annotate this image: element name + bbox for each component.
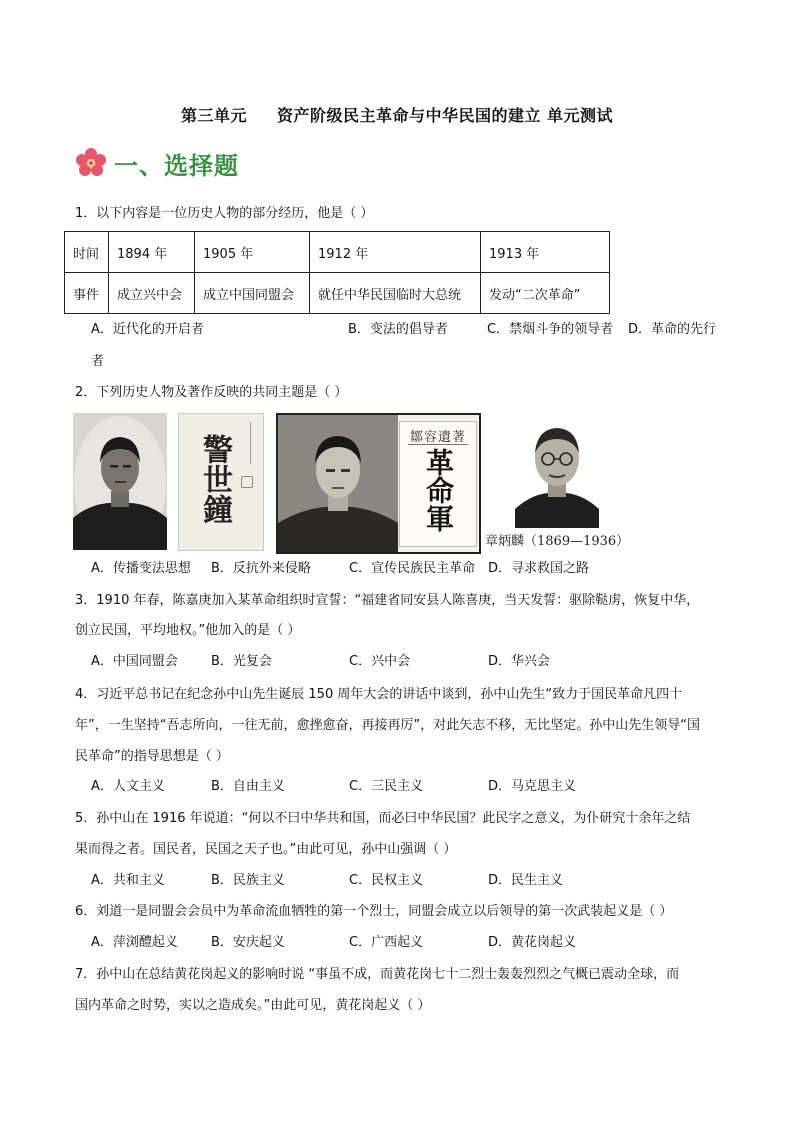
q1-history-table bbox=[64, 231, 610, 314]
page-title bbox=[0, 103, 794, 126]
book-cover-2-header: 鄒容遺著 bbox=[409, 430, 466, 445]
q3-option-a[interactable]: A．中国同盟会 bbox=[91, 654, 178, 669]
q5-line-1: 5．孙中山在 1916 年说道：“何以不曰中华共和国，而必曰中华民国？此民字之意义，为仆研究十余年之结 bbox=[75, 811, 691, 826]
q5-option-b[interactable]: B．民族主义 bbox=[211, 873, 285, 888]
q2-option-b[interactable]: B．反抗外来侵略 bbox=[211, 561, 311, 576]
framed-portrait-with-book bbox=[276, 413, 481, 554]
q6-option-a[interactable]: A．萍浏醴起义 bbox=[91, 935, 178, 950]
seal-mark-icon bbox=[241, 476, 253, 488]
q2-stem: 2．下列历史人物及著作反映的共同主题是（ ） bbox=[75, 385, 348, 400]
section-label: 一、选择题 bbox=[114, 151, 239, 180]
q6-option-b[interactable]: B．安庆起义 bbox=[211, 935, 285, 950]
q3-option-c[interactable]: C．兴中会 bbox=[349, 654, 411, 669]
q7-line-2: 国内革命之时势，实以之造成矣。”由此可见，黄花岗起义（ ） bbox=[75, 998, 431, 1013]
book-cover-2-title: 革命軍 bbox=[422, 448, 455, 532]
q4-option-d[interactable]: D．马克思主义 bbox=[488, 779, 577, 794]
table-cell: 1905 年 bbox=[195, 232, 310, 273]
q4-option-a[interactable]: A．人文主义 bbox=[91, 779, 165, 794]
q1-stem: 1．以下内容是一位历史人物的部分经历，他是（ ） bbox=[75, 206, 374, 221]
q7-line-1: 7．孙中山在总结黄花岗起义的影响时说 “事虽不成，而黄花岗七十二烈士轰轰烈烈之气概已震动全球，而 bbox=[75, 967, 680, 982]
book-cover-1 bbox=[178, 413, 264, 551]
book-cover-1-rule bbox=[250, 422, 257, 464]
table-cell: 发动“二次革命” bbox=[481, 273, 610, 314]
table-cell: 成立中国同盟会 bbox=[195, 273, 310, 314]
q2-option-a[interactable]: A．传播变法思想 bbox=[91, 561, 191, 576]
q2-option-d[interactable]: D．寻求救国之路 bbox=[488, 561, 590, 576]
table-row bbox=[65, 273, 610, 314]
q1-option-d-continued: 者 bbox=[91, 354, 105, 369]
q1-option-c[interactable]: C．禁烟斗争的领导者 bbox=[487, 322, 614, 337]
q5-option-d[interactable]: D．民生主义 bbox=[488, 873, 564, 888]
section-heading bbox=[74, 146, 239, 180]
q5-line-2: 果而得之者。国民者，民国之天子也。”由此可见，孙中山强调（ ） bbox=[75, 842, 457, 857]
q1-option-b[interactable]: B．变法的倡导者 bbox=[348, 322, 448, 337]
table-cell: 1894 年 bbox=[109, 232, 195, 273]
q4-option-b[interactable]: B．自由主义 bbox=[211, 779, 285, 794]
q6-option-d[interactable]: D．黄花岗起义 bbox=[488, 935, 577, 950]
unit-label: 第三单元 bbox=[180, 106, 247, 125]
q4-line-3: 民革命”的指导思想是（ ） bbox=[75, 749, 229, 764]
book-cover-1-title: 警世鐘 bbox=[197, 434, 232, 524]
q3-line-1: 3．1910 年春，陈嘉庚加入某革命组织时宣誓：“福建省同安县人陈喜庚，当天发誓：驱除鞑虏，恢复中华， bbox=[75, 593, 700, 608]
q3-option-d[interactable]: D．华兴会 bbox=[488, 654, 551, 669]
table-cell: 就任中华民国临时大总统 bbox=[310, 273, 481, 314]
q4-line-2: 年”，一生坚持“吾志所向，一往无前，愈挫愈奋，再接再厉”，对此矢志不移，无比坚定。孙中山先生领导“国 bbox=[75, 718, 700, 733]
unit-title: 资产阶级民主革命与中华民国的建立 单元测试 bbox=[276, 106, 614, 125]
q6-line-1: 6．刘道一是同盟会会员中为革命流血牺牲的第一个烈士，同盟会成立以后领导的第一次武装起义是（ ） bbox=[75, 904, 673, 919]
plum-blossom-icon bbox=[74, 146, 108, 180]
q5-option-a[interactable]: A．共和主义 bbox=[91, 873, 165, 888]
q2-option-c[interactable]: C．宣传民族民主革命 bbox=[349, 561, 476, 576]
table-row bbox=[65, 232, 610, 273]
table-cell: 成立兴中会 bbox=[109, 273, 195, 314]
q1-option-d[interactable]: D．革命的先行 bbox=[628, 322, 717, 337]
portrait-photo-3 bbox=[507, 413, 607, 528]
portrait-caption: 章炳麟（1869—1936） bbox=[485, 534, 630, 549]
book-cover-2-rule bbox=[408, 444, 468, 445]
table-cell: 1913 年 bbox=[481, 232, 610, 273]
q1-option-a[interactable]: A．近代化的开启者 bbox=[91, 322, 204, 337]
q5-option-c[interactable]: C．民权主义 bbox=[349, 873, 424, 888]
portrait-photo-1 bbox=[73, 413, 167, 550]
table-cell: 时间 bbox=[65, 232, 109, 273]
q3-line-2: 创立民国，平均地权。”他加入的是（ ） bbox=[75, 623, 301, 638]
portrait-photo-2 bbox=[278, 415, 398, 552]
q6-option-c[interactable]: C．广西起义 bbox=[349, 935, 424, 950]
table-cell: 1912 年 bbox=[310, 232, 481, 273]
book-cover-2 bbox=[399, 421, 477, 547]
q4-line-1: 4．习近平总书记在纪念孙中山先生诞辰 150 周年大会的讲话中谈到，孙中山先生“致力于国民革命凡四十 bbox=[75, 687, 683, 702]
q4-option-c[interactable]: C．三民主义 bbox=[349, 779, 424, 794]
q3-option-b[interactable]: B．光复会 bbox=[211, 654, 272, 669]
table-cell: 事件 bbox=[65, 273, 109, 314]
